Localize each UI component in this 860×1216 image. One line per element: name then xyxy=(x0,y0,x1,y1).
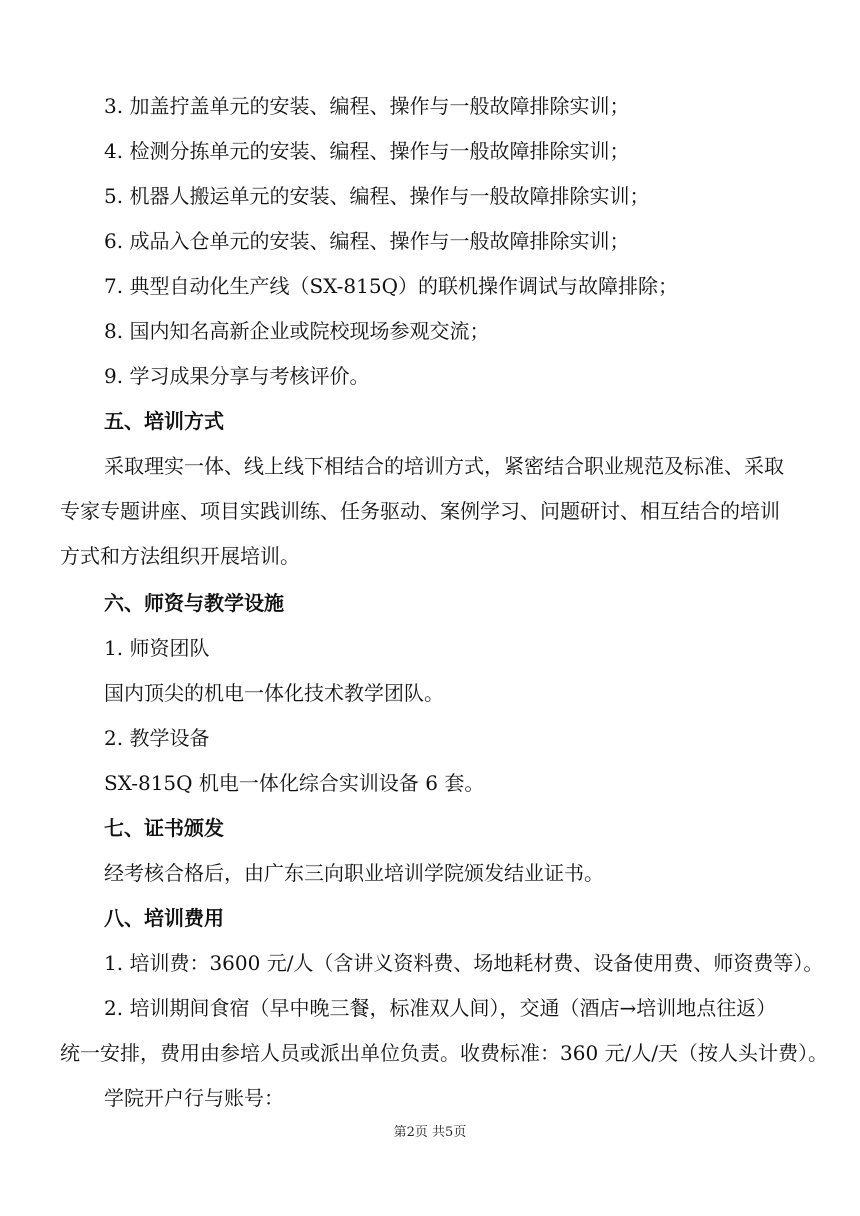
paragraph-line: 采取理实一体、线上线下相结合的培训方式，紧密结合职业规范及标准、采取 xyxy=(104,454,784,478)
paragraph-line: 专家专题讲座、项目实践训练、任务驱动、案例学习、问题研讨、相互结合的培训 xyxy=(60,499,780,523)
section-heading: 五、培训方式 xyxy=(104,409,224,433)
page-footer: 第2页 共5页 xyxy=(393,1125,467,1140)
list-item: 8. 国内知名高新企业或院校现场参观交流； xyxy=(104,319,490,343)
subheading: 1. 师资团队 xyxy=(104,636,210,660)
list-item: 7. 典型自动化生产线（SX-815Q）的联机操作调试与故障排除； xyxy=(104,274,678,298)
subheading: 2. 教学设备 xyxy=(104,726,210,750)
fee-line: 1. 培训费：3600 元/人（含讲义资料费、场地耗材费、设备使用费、师资费等）。 xyxy=(104,951,824,975)
list-item: 4. 检测分拣单元的安装、编程、操作与一般故障排除实训； xyxy=(104,139,630,163)
paragraph-line: SX-815Q 机电一体化综合实训设备 6 套。 xyxy=(104,771,485,795)
list-item: 3. 加盖拧盖单元的安装、编程、操作与一般故障排除实训； xyxy=(104,94,630,118)
list-item: 6. 成品入仓单元的安装、编程、操作与一般故障排除实训； xyxy=(104,229,630,253)
list-item: 9. 学习成果分享与考核评价。 xyxy=(104,364,370,388)
paragraph-line: 国内顶尖的机电一体化技术教学团队。 xyxy=(104,681,444,705)
paragraph-line: 经考核合格后，由广东三向职业培训学院颁发结业证书。 xyxy=(104,861,604,885)
paragraph-line: 统一安排，费用由参培人员或派出单位负责。收费标准：360 元/人/天（按人头计费）。 xyxy=(60,1041,829,1065)
paragraph-line: 2. 培训期间食宿（早中晚三餐，标准双人间），交通（酒店→培训地点往返） xyxy=(104,996,777,1020)
list-item: 5. 机器人搬运单元的安装、编程、操作与一般故障排除实训； xyxy=(104,184,650,208)
section-heading: 六、师资与教学设施 xyxy=(104,591,284,615)
paragraph-line: 方式和方法组织开展培训。 xyxy=(60,544,300,568)
section-heading: 七、证书颁发 xyxy=(104,816,224,840)
paragraph-line: 学院开户行与账号： xyxy=(104,1086,284,1110)
section-heading: 八、培训费用 xyxy=(104,906,224,930)
